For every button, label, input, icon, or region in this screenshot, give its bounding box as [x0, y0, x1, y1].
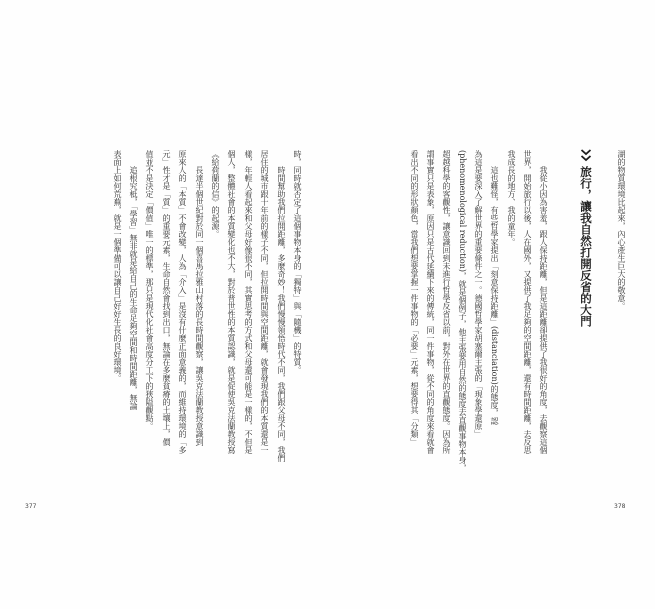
text-column: 謂事實只是表象，原因只是古代延續下來的傳統，同一件事物，從不同的角度來看就會: [426, 150, 435, 454]
text-column: (phenomenological reduction)，就是個例子，他主張要用自然的態度去直觀事物本身，: [458, 150, 467, 472]
text-column: 時間幫助我們拉開距離，多麼奇妙！我們慢慢領悟時代不同，我們跟父母不同，我們: [277, 166, 286, 462]
text-column: 我成長的地方、我的童年。: [507, 150, 516, 246]
page-number: 378: [614, 503, 626, 510]
text-column: 湖的物質環境比起來，內心產生巨大的敬意。: [617, 150, 626, 310]
text-column: 看出不同的形狀顏色，當我們想要掌握一件事物的「必要」元素，想要得其「分類」: [410, 150, 419, 446]
text-column: 世界，開始旅行以後，人在國外，又提供了我足夠的空間距離，還有時間距離，去反思: [523, 150, 532, 454]
text-column: 為這是要深入了解世界的重要條件之一。德國哲學家胡塞爾主張的「現象學還原」: [474, 150, 483, 438]
section-heading: 旅行，讓我自然打開反省的大門: [579, 166, 593, 327]
text-column: 個人，整體社會的本質變化也不大，對於普世性的本質認識，就是促使吳克法蘭教授寫: [227, 150, 236, 454]
text-column: 追根究柢，「學習」無非就是給自己的生命足夠空間和時間距離，無論: [129, 166, 138, 410]
text-column: 值並不是決定「價值」唯一的標準，那只是現代化社會高度分工下的狹隘觀點。: [145, 150, 154, 430]
text-column: 表面上如何荒蕪，就是一個準備可以讓自己好好生長的良好環境。: [113, 150, 122, 382]
text-column: 時，同時就否定了這個事物本身的「獨特」與「隨機」的特質。: [293, 150, 302, 374]
right-page: [327, 0, 655, 609]
double-chevron-down-icon: [580, 149, 592, 163]
text-column: 我從小因為害羞，跟人保持距離，但是這距離卻提供了我很好的角度，去觀察這個: [539, 166, 548, 454]
text-column: 樣，年輕人看起來和父母好像很不同，其實思考的方式和父母還可能是一樣的，不但是: [244, 150, 253, 454]
page-number: 377: [25, 503, 37, 510]
text-column: 這也難怪，有些哲學家提出「刻意保持距離」(distanciation)的態度，認: [490, 166, 499, 425]
text-column: 超越科學的客觀性，讓意識回到未進行哲學反省以前，對外在世界的直觀態度。因為所: [442, 150, 451, 454]
text-column: 居住的城市跟十年前的樣子不同，但拉開時間與空間距離，就會發現我們的本質還是一: [260, 150, 269, 454]
left-page: [0, 0, 327, 609]
text-column: 元」性才是「質」的重要元素，生命自然會找到出口，無論在多麼貧瘠的土壤上，價: [162, 150, 171, 446]
text-column: 原來人的「本質」不會改變，人為「介入」是沒有什麼正面意義的，而維持環境的「多: [178, 150, 187, 454]
text-column: 《給荷蘭的信》的起源。: [211, 150, 220, 238]
text-column: 長達半個世紀對於同一個喜馬拉雅山村落的長時間觀察，讓吳克法蘭教授意識到: [195, 166, 204, 446]
